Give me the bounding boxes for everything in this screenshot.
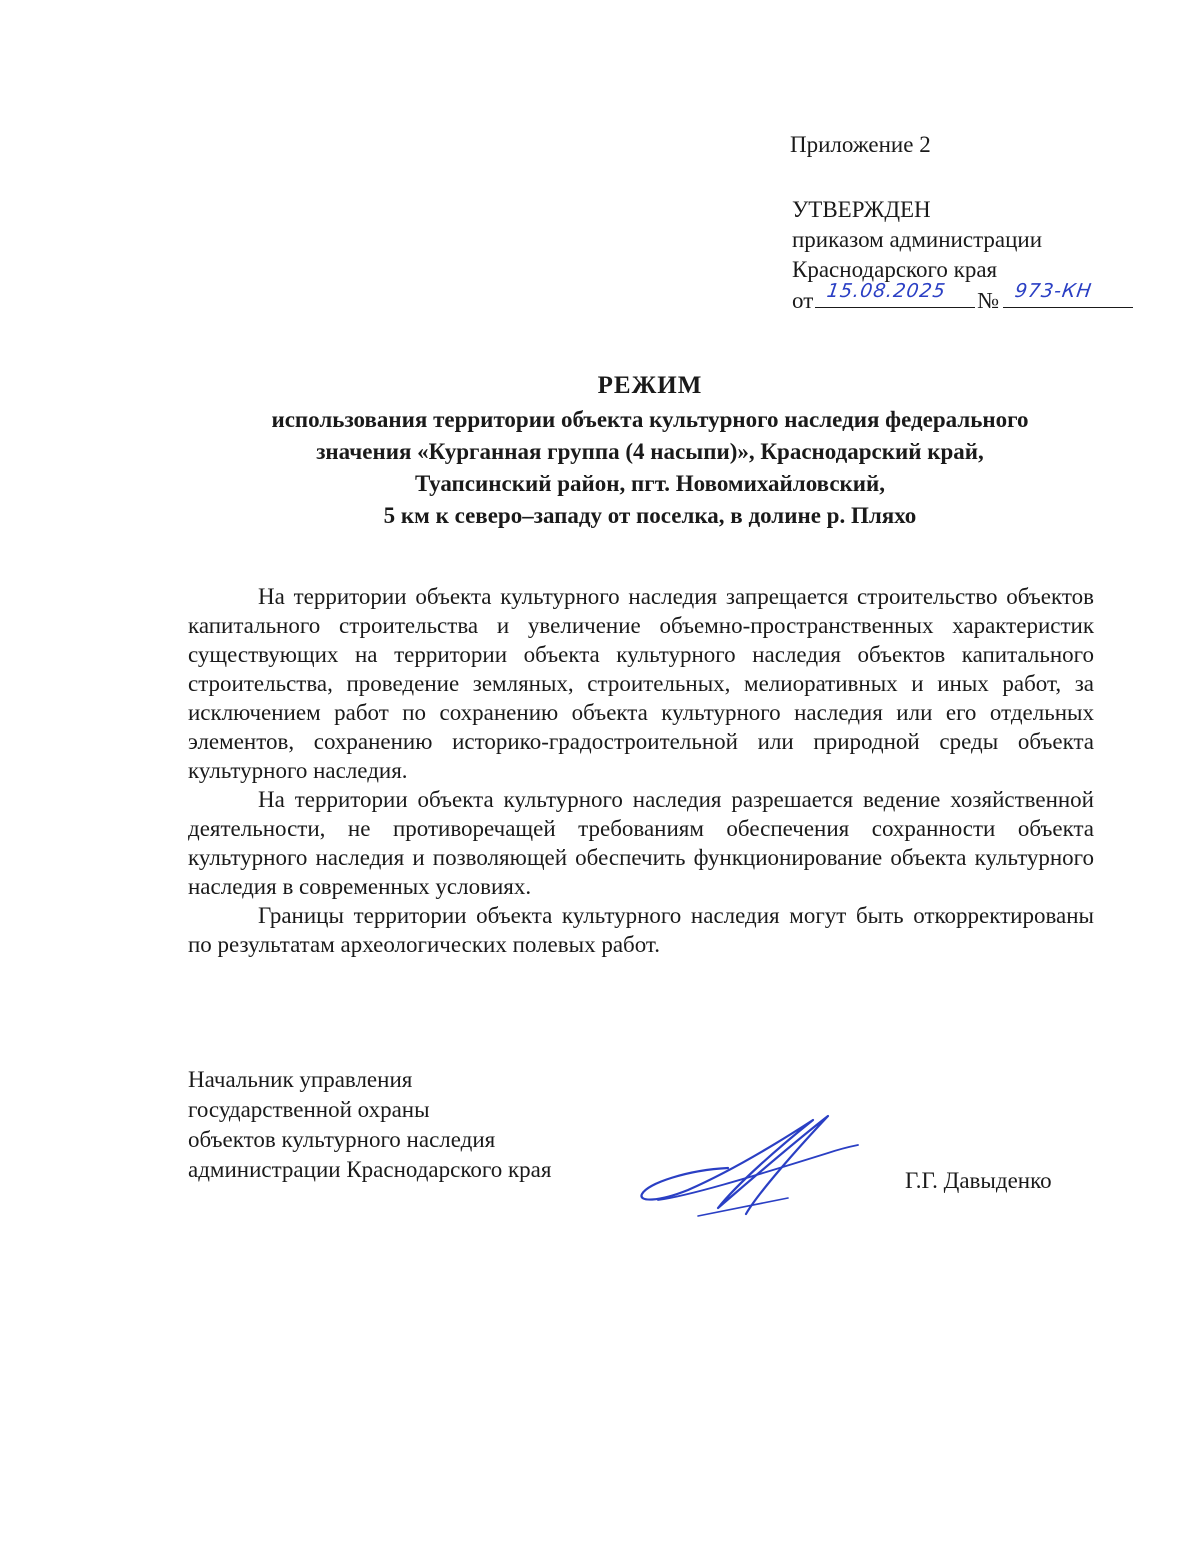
heading-title: РЕЖИМ	[597, 372, 703, 399]
order-date-field	[815, 280, 975, 308]
signatory-name: Г.Г. Давыденко	[905, 1168, 1052, 1193]
handwritten-signature	[628, 1098, 868, 1228]
signatory-position-line-2: государственной охраны	[188, 1097, 430, 1122]
signatory-position-line-3: объектов культурного наследия	[188, 1127, 496, 1152]
signatory-position-line-1: Начальник управления	[188, 1067, 413, 1092]
approval-status: УТВЕРЖДЕН	[792, 197, 931, 222]
appendix-label: Приложение 2	[790, 132, 931, 157]
heading-line-4: 5 км к северо–западу от поселка, в долине р. Пляхо	[383, 503, 917, 528]
paragraph-prohibitions: На территории объекта культурного наследия запрещается строительство объектов капитального строительства и увеличение объемно-пространственных характеристик существующих на территории объекта культурного наследия объектов капитального строительства, проведение земляных, строительных, мелиоративных и иных работ, за исключением работ по сохранению объекта культурного наследия или его отдельных элементов, сохранению историко-градостроительной или природной среды объекта культурного наследия.	[188, 584, 1094, 783]
signatory-position	[188, 1065, 551, 1185]
order-number-handwritten: 973-КН	[1013, 280, 1094, 302]
order-date-handwritten: 15.08.2025	[825, 280, 948, 302]
heading-line-1: использования территории объекта культурного наследия федерального	[271, 407, 1029, 432]
approval-block	[792, 195, 1133, 316]
signatory-position-line-4: администрации Краснодарского края	[188, 1157, 552, 1182]
heading-line-3: Туапсинский район, пгт. Новомихайловский,	[414, 471, 886, 496]
approval-line-2: Краснодарского края	[792, 257, 998, 282]
order-number-label: №	[977, 288, 1000, 313]
document-body	[188, 582, 1094, 959]
heading-line-2: значения «Курганная группа (4 насыпи)», Краснодарский край,	[316, 439, 984, 464]
order-date-number-line	[792, 280, 1133, 316]
paragraph-permitted-activity: На территории объекта культурного наследия разрешается ведение хозяйственной деятельности, не противоречащей требованиям обеспечения сохранности объекта культурного наследия и позволяющей обеспечить функционирование объекта культурного наследия в современных условиях.	[188, 787, 1094, 899]
document-heading	[180, 372, 1120, 532]
order-number-field	[1003, 280, 1133, 308]
paragraph-boundaries: Границы территории объекта культурного наследия могут быть откорректированы по результатам археологических полевых работ.	[188, 903, 1094, 957]
order-from-label: от	[792, 288, 814, 313]
approval-line-1: приказом администрации	[792, 227, 1043, 252]
